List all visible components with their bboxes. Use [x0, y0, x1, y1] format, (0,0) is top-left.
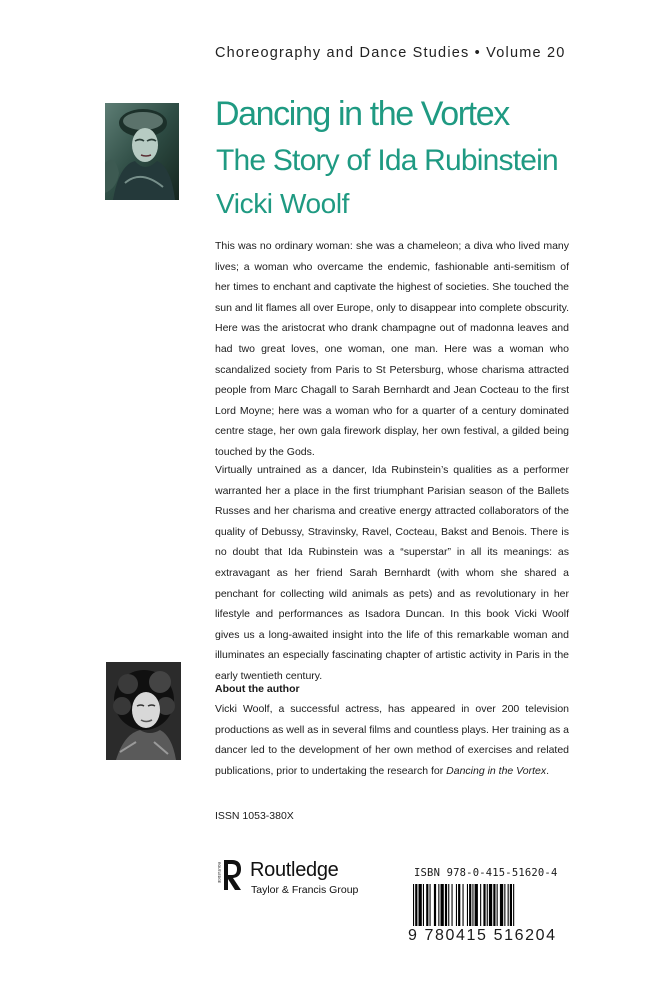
- publisher-logo-text: ROUTLEDGE: [217, 862, 221, 884]
- isbn-label: ISBN 978-0-415-51620-4: [414, 867, 558, 879]
- book-subtitle: The Story of Ida Rubinstein: [216, 144, 558, 177]
- barcode-digits: 9 780415 516204: [408, 927, 557, 944]
- about-author-book-title: Dancing in the Vortex: [446, 764, 547, 777]
- ida-rubinstein-portrait: [105, 103, 179, 200]
- about-author-text-end: .: [546, 764, 550, 777]
- book-title: Dancing in the Vortex: [215, 95, 509, 133]
- author-photo: [106, 662, 181, 760]
- about-author-text-main: Vicki Woolf, a successful actress, has appeared in over 200 television productions as well as in several films and countless plays. Her training as a dancer led to the development of her own method of exercises and related publications, prior to undertaking the research for: [215, 703, 569, 777]
- publisher-name: Routledge: [250, 859, 339, 881]
- publisher-group: Taylor & Francis Group: [251, 884, 359, 896]
- blurb-paragraph: Virtually untrained as a dancer, Ida Rubinstein’s qualities as a performer warranted her a place in the first triumphant Parisian season of the Ballets Russes and her charisma and creative energy attracted collaborators of the quality of Debussy, Stravinsky, Ravel, Cocteau, Bakst and Benois. There is no doubt that Ida Rubinstein was a “superstar” in all its meanings: as extravagant as her friend Sarah Bernhardt (with whom she shared a penchant for collecting wild animals as pets) and as revolutionary in her lifestyle and performances as Isadora Duncan. In this book Vicki Woolf gives us a long-awaited insight into the life of this remarkable woman and illuminates an especially fascinating chapter of artistic activity in Paris in the early twentieth century.: [215, 464, 569, 682]
- blurb-paragraph: This was no ordinary woman: she was a chameleon; a diva who lived many lives; a woman who overcame the endemic, fashionable anti-semitism of her times to enchant and captivate the highest of societies. She touched the sun and lit flames all over Europe, only to disappear into complete obscurity. Here was the aristocrat who drank champagne out of madonna leaves and had two great loves, one woman, one man. Here was a woman who scandalized society from Paris to St Petersburg, whose charisma attracted people from Marc Chagall to Sarah Bernhardt and Jean Cocteau to the first Lord Moyne; here was a woman who for a quarter of a century dominated centre stage, her own gala firework display, her own festival, a gilded being touched by the Gods.: [215, 240, 569, 458]
- about-author-text: [215, 699, 569, 781]
- about-author-heading: About the author: [215, 683, 300, 695]
- issn-number: ISSN 1053-380X: [215, 810, 294, 822]
- routledge-logo-icon: [214, 856, 244, 900]
- book-author: Vicki Woolf: [216, 188, 350, 219]
- series-line: Choreography and Dance Studies • Volume 20: [215, 45, 566, 61]
